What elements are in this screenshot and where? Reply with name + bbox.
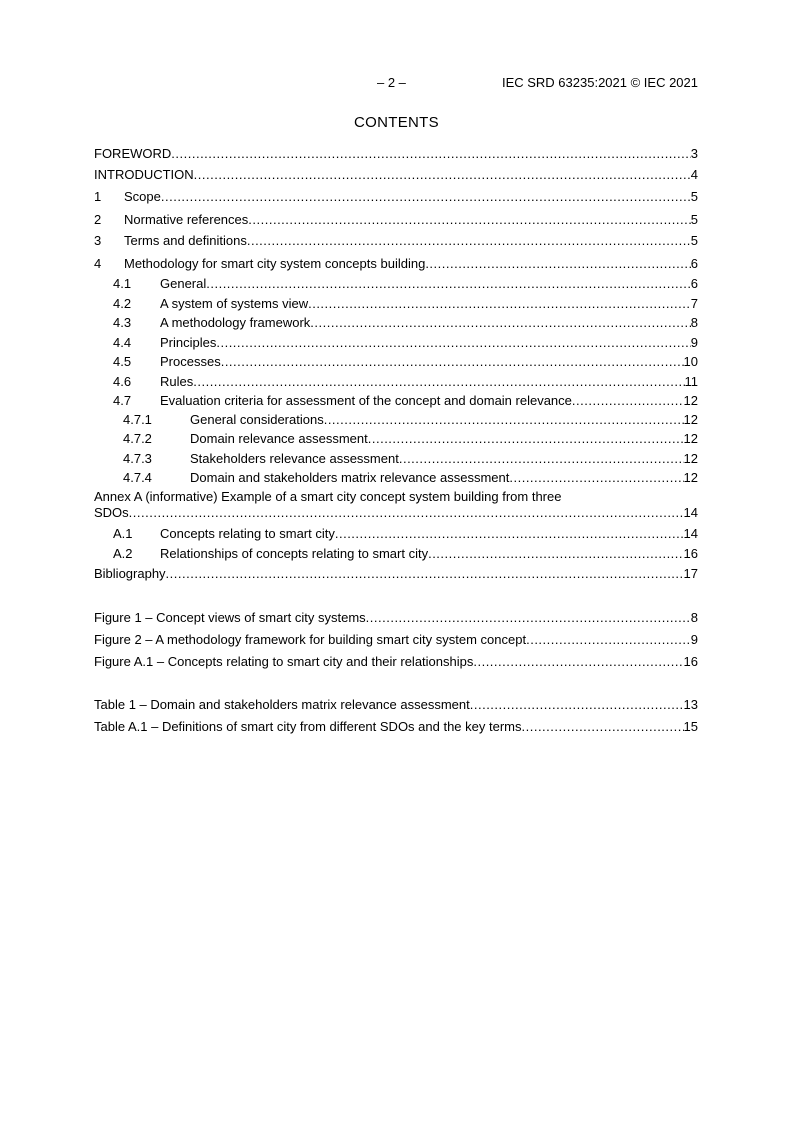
toc-entry-rules[interactable] bbox=[94, 373, 698, 391]
contents-title: CONTENTS bbox=[354, 114, 439, 131]
toc-entry-label: A methodology framework bbox=[160, 315, 311, 330]
toc-entry-introduction[interactable] bbox=[94, 166, 698, 184]
toc-leader-dots bbox=[526, 631, 691, 649]
toc-leader-dots bbox=[247, 232, 691, 250]
toc-entry-evaluation-criteria[interactable] bbox=[94, 392, 698, 410]
toc-entry-label: General considerations bbox=[190, 412, 324, 427]
toc-entry-normative-references[interactable] bbox=[94, 211, 698, 229]
toc-entry-number: A.2 bbox=[113, 546, 133, 561]
toc-leader-dots bbox=[522, 718, 684, 736]
toc-entry-methodology[interactable] bbox=[94, 255, 698, 273]
toc-entry-label: Methodology for smart city system concepts building bbox=[124, 256, 426, 271]
toc-entry-label: Bibliography bbox=[94, 566, 166, 581]
toc-entry-number: 4.6 bbox=[113, 374, 132, 389]
toc-entry-page: 12 bbox=[683, 451, 698, 466]
toc-entry-label: Scope bbox=[124, 189, 161, 204]
toc-entry-label: Table 1 – Domain and stakeholders matrix relevance assessment bbox=[94, 697, 470, 712]
toc-entry-stakeholders-relevance[interactable] bbox=[94, 450, 698, 468]
toc-entry-number: 1 bbox=[94, 189, 102, 204]
toc-entry-label: Domain relevance assessment bbox=[190, 431, 368, 446]
toc-leader-dots bbox=[335, 525, 684, 543]
toc-entry-page: 9 bbox=[690, 632, 698, 647]
toc-entry-number: 4.7.2 bbox=[123, 431, 152, 446]
toc-entry-foreword[interactable] bbox=[94, 145, 698, 163]
toc-leader-dots bbox=[221, 353, 684, 371]
toc-figure-a1[interactable] bbox=[94, 653, 698, 671]
toc-entry-label: Relationships of concepts relating to smart city bbox=[160, 546, 429, 561]
toc-leader-dots bbox=[161, 188, 691, 206]
toc-table-a1[interactable] bbox=[94, 718, 698, 736]
toc-leader-dots bbox=[473, 653, 683, 671]
toc-entry-label: Stakeholders relevance assessment bbox=[190, 451, 399, 466]
toc-figure-2[interactable] bbox=[94, 631, 698, 649]
toc-leader-dots bbox=[216, 334, 690, 352]
toc-entry-page: 7 bbox=[690, 296, 698, 311]
toc-leader-dots bbox=[310, 314, 690, 332]
toc-entry-matrix-relevance[interactable] bbox=[94, 469, 698, 487]
toc-entry-label: Figure 2 – A methodology framework for building smart city system concept bbox=[94, 632, 527, 647]
toc-leader-dots bbox=[572, 392, 684, 410]
toc-entry-page: 13 bbox=[683, 697, 698, 712]
toc-entry-terms-definitions[interactable] bbox=[94, 232, 698, 250]
toc-entry-number: 4.3 bbox=[113, 315, 132, 330]
toc-entry-page: 14 bbox=[683, 505, 698, 520]
toc-leader-dots bbox=[399, 450, 684, 468]
toc-entry-page: 5 bbox=[690, 189, 698, 204]
document-id: IEC SRD 63235:2021 © IEC 2021 bbox=[501, 75, 698, 90]
toc-leader-dots bbox=[248, 211, 690, 229]
toc-table-1[interactable] bbox=[94, 696, 698, 714]
toc-leader-dots bbox=[308, 295, 691, 313]
toc-entry-page: 5 bbox=[690, 233, 698, 248]
toc-entry-number: 4.4 bbox=[113, 335, 132, 350]
page-header bbox=[96, 75, 698, 93]
toc-entry-number: 3 bbox=[94, 233, 102, 248]
toc-leader-dots bbox=[470, 696, 684, 714]
toc-entry-label: General bbox=[160, 276, 207, 291]
toc-leader-dots bbox=[129, 504, 684, 522]
toc-leader-dots bbox=[324, 411, 684, 429]
toc-entry-general-considerations[interactable] bbox=[94, 411, 698, 429]
toc-leader-dots bbox=[171, 145, 690, 163]
toc-entry-label: SDOs bbox=[94, 505, 129, 520]
toc-entry-number: 4.5 bbox=[113, 354, 132, 369]
toc-entry-page: 15 bbox=[683, 719, 698, 734]
toc-entry-principles[interactable] bbox=[94, 334, 698, 352]
toc-entry-label: Table A.1 – Definitions of smart city from different SDOs and the key terms bbox=[94, 719, 522, 734]
toc-leader-dots bbox=[428, 545, 683, 563]
toc-leader-dots bbox=[193, 373, 684, 391]
toc-entry-page: 6 bbox=[690, 256, 698, 271]
toc-leader-dots bbox=[166, 565, 684, 583]
toc-entry-page: 12 bbox=[683, 412, 698, 427]
toc-entry-page: 3 bbox=[690, 146, 698, 161]
toc-entry-number: 4.7.3 bbox=[123, 451, 152, 466]
toc-entry-label: Processes bbox=[160, 354, 221, 369]
toc-entry-page: 16 bbox=[683, 654, 698, 669]
toc-entry-page: 16 bbox=[683, 546, 698, 561]
toc-entry-processes[interactable] bbox=[94, 353, 698, 371]
toc-entry-number: 2 bbox=[94, 212, 102, 227]
toc-entry-annex-a[interactable] bbox=[94, 504, 698, 522]
toc-leader-dots bbox=[425, 255, 690, 273]
toc-entry-label: Concepts relating to smart city bbox=[160, 526, 335, 541]
toc-entry-number: 4.1 bbox=[113, 276, 132, 291]
toc-leader-dots bbox=[206, 275, 691, 293]
toc-entry-page: 11 bbox=[684, 374, 698, 389]
toc-entry-label: Principles bbox=[160, 335, 217, 350]
toc-entry-label: INTRODUCTION bbox=[94, 167, 194, 182]
toc-entry-page: 12 bbox=[683, 393, 698, 408]
toc-entry-number: A.1 bbox=[113, 526, 133, 541]
toc-entry-methodology-framework[interactable] bbox=[94, 314, 698, 332]
toc-entry-annex-a-line1[interactable]: Annex A (informative) Example of a smart city concept system building from three bbox=[94, 489, 562, 504]
toc-entry-page: 12 bbox=[683, 470, 698, 485]
toc-entry-label: A system of systems view bbox=[160, 296, 309, 311]
toc-entry-number: 4.7.1 bbox=[123, 412, 152, 427]
toc-entry-label: Evaluation criteria for assessment of the concept and domain relevance bbox=[160, 393, 572, 408]
toc-entry-page: 8 bbox=[690, 315, 698, 330]
toc-leader-dots bbox=[368, 430, 684, 448]
toc-entry-number: 4 bbox=[94, 256, 102, 271]
toc-entry-general[interactable] bbox=[94, 275, 698, 293]
toc-entry-label: Figure 1 – Concept views of smart city systems bbox=[94, 610, 366, 625]
toc-entry-label: Domain and stakeholders matrix relevance assessment bbox=[190, 470, 510, 485]
toc-entry-page: 14 bbox=[683, 526, 698, 541]
toc-entry-number: 4.7 bbox=[113, 393, 132, 408]
toc-entry-page: 9 bbox=[690, 335, 698, 350]
toc-leader-dots bbox=[194, 166, 691, 184]
toc-entry-label: Terms and definitions bbox=[124, 233, 247, 248]
toc-entry-page: 8 bbox=[690, 610, 698, 625]
toc-entry-scope[interactable] bbox=[94, 188, 698, 206]
page-number: – 2 – bbox=[377, 75, 406, 90]
toc-entry-relationships-concepts[interactable] bbox=[94, 545, 698, 563]
toc-entry-page: 6 bbox=[690, 276, 698, 291]
toc-entry-label: Rules bbox=[160, 374, 194, 389]
toc-entry-label: Figure A.1 – Concepts relating to smart city and their relationships bbox=[94, 654, 474, 669]
toc-entry-system-of-systems[interactable] bbox=[94, 295, 698, 313]
toc-entry-bibliography[interactable] bbox=[94, 565, 698, 583]
toc-entry-concepts-smart-city[interactable] bbox=[94, 525, 698, 543]
toc-entry-page: 17 bbox=[683, 566, 698, 581]
toc-entry-page: 10 bbox=[683, 354, 698, 369]
toc-entry-page: 12 bbox=[683, 431, 698, 446]
toc-entry-page: 4 bbox=[690, 167, 698, 182]
toc-leader-dots bbox=[509, 469, 683, 487]
toc-leader-dots bbox=[366, 609, 691, 627]
toc-entry-number: 4.7.4 bbox=[123, 470, 152, 485]
toc-entry-label: Normative references bbox=[124, 212, 249, 227]
toc-entry-number: 4.2 bbox=[113, 296, 132, 311]
toc-entry-label: FOREWORD bbox=[94, 146, 172, 161]
toc-entry-domain-relevance[interactable] bbox=[94, 430, 698, 448]
toc-figure-1[interactable] bbox=[94, 609, 698, 627]
toc-entry-page: 5 bbox=[690, 212, 698, 227]
